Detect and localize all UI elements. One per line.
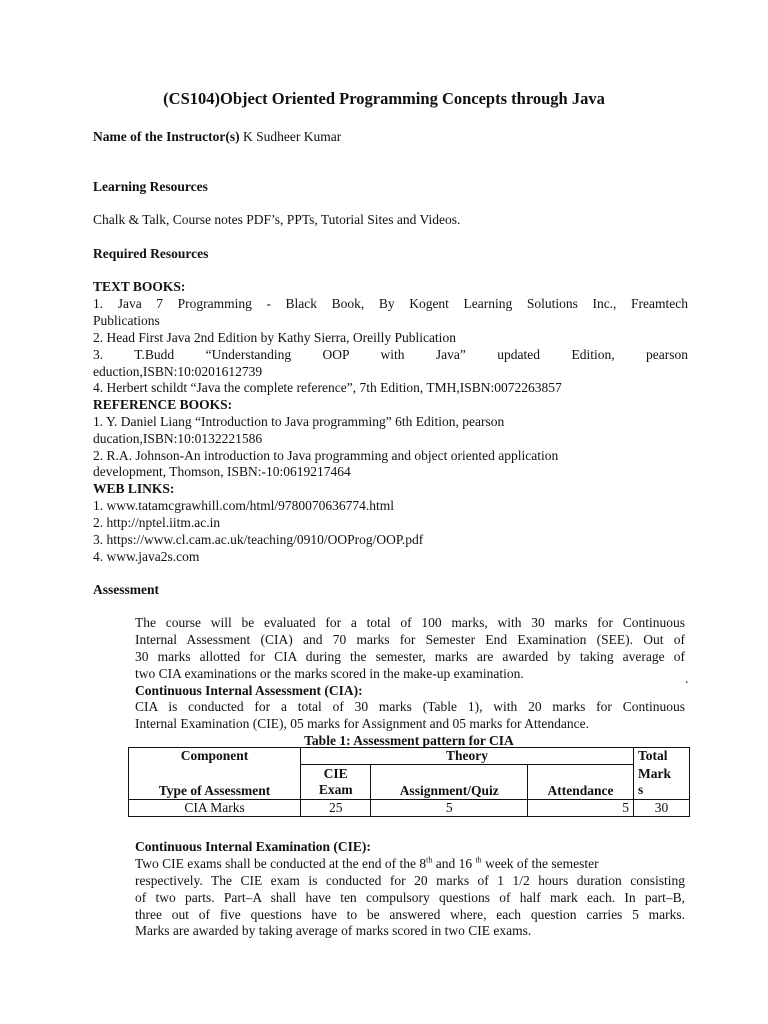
row-attendance-cell: 5 bbox=[528, 799, 634, 816]
assessment-para-line-3: 30 marks allotted for CIA during the semester, marks are awarded by taking average of bbox=[135, 649, 685, 664]
cie-line-1c: week of the semester bbox=[481, 856, 599, 871]
learning-resources-heading: Learning Resources bbox=[93, 179, 208, 194]
row-label-cell: CIA Marks bbox=[129, 799, 301, 816]
web-link-3[interactable]: 3. https://www.cl.cam.ac.uk/teaching/0910/OOProg/OOP.pdf bbox=[93, 532, 424, 547]
cie-heading: Continuous Internal Examination (CIE): bbox=[135, 839, 371, 854]
page-title: (CS104)Object Oriented Programming Concepts through Java bbox=[163, 89, 605, 108]
component-header: Component bbox=[129, 748, 301, 765]
cie-sup-1: th bbox=[426, 855, 433, 865]
assessment-table bbox=[128, 747, 690, 817]
cia-line-1: CIA is conducted for a total of 30 marks (Table 1), with 20 marks for Continuous bbox=[135, 699, 685, 714]
text-books-heading: TEXT BOOKS: bbox=[93, 279, 186, 294]
cie-header-line-2: Exam bbox=[318, 781, 353, 797]
type-of-assessment-header: Type of Assessment bbox=[129, 765, 301, 800]
cie-line-3: of two parts. Part–A shall have ten compulsory questions of half mark each. In part–B, bbox=[135, 890, 685, 905]
cie-sup-2: th bbox=[475, 855, 482, 865]
total-header-1: Total bbox=[633, 748, 689, 765]
cia-line-2: Internal Examination (CIE), 05 marks for Assignment and 05 marks for Attendance. bbox=[135, 716, 590, 731]
reference-books-heading: REFERENCE BOOKS: bbox=[93, 397, 233, 412]
learning-resources-text: Chalk & Talk, Course notes PDF’s, PPTs, Tutorial Sites and Videos. bbox=[93, 212, 461, 227]
stray-dot: . bbox=[685, 671, 689, 686]
instructor-name: K Sudheer Kumar bbox=[242, 129, 342, 144]
text-book-2: 2. Head First Java 2nd Edition by Kathy Sierra, Oreilly Publication bbox=[93, 330, 456, 345]
cie-line-2: respectively. The CIE exam is conducted for 20 marks of 1 1/2 hours duration consisting bbox=[135, 873, 685, 888]
row-total-cell: 30 bbox=[633, 799, 689, 816]
assessment-heading: Assessment bbox=[93, 582, 159, 597]
table-caption: Table 1: Assessment pattern for CIA bbox=[304, 733, 514, 748]
text-book-1-line-1: 1. Java 7 Programming - Black Book, By Kogent Learning Solutions Inc., Freamtech bbox=[93, 296, 688, 311]
reference-book-2-line-1: 2. R.A. Johnson-An introduction to Java programming and object oriented application bbox=[93, 448, 559, 463]
text-book-1-line-2: Publications bbox=[93, 313, 160, 328]
cia-heading: Continuous Internal Assessment (CIA): bbox=[135, 683, 363, 698]
web-link-4[interactable]: 4. www.java2s.com bbox=[93, 549, 200, 564]
theory-header: Theory bbox=[301, 748, 634, 765]
reference-book-2-line-2: development, Thomson, ISBN:-10:0619217464 bbox=[93, 464, 351, 479]
text-book-4: 4. Herbert schildt “Java the complete reference”, 7th Edition, TMH,ISBN:0072263857 bbox=[93, 380, 562, 395]
assessment-para-line-2: Internal Assessment (CIA) and 70 marks for Semester End Examination (SEE). Out of bbox=[135, 632, 685, 647]
web-link-1[interactable]: 1. www.tatamcgrawhill.com/html/9780070636774.html bbox=[93, 498, 394, 513]
cie-exam-header bbox=[301, 765, 371, 800]
cie-line-1a: Two CIE exams shall be conducted at the end of the 8 bbox=[135, 856, 427, 871]
row-cie-cell: 25 bbox=[301, 799, 371, 816]
cie-line-5: Marks are awarded by taking average of marks scored in two CIE exams. bbox=[135, 923, 532, 938]
reference-book-1-line-2: ducation,ISBN:10:0132221586 bbox=[93, 431, 263, 446]
reference-book-1-line-1: 1. Y. Daniel Liang “Introduction to Java programming” 6th Edition, pearson bbox=[93, 414, 505, 429]
cie-header-line-1: CIE bbox=[323, 765, 348, 781]
instructor-line bbox=[93, 128, 688, 145]
row-assignment-cell: 5 bbox=[371, 799, 528, 816]
text-book-3-line-2: eduction,ISBN:10:0201612739 bbox=[93, 364, 263, 379]
attendance-header: Attendance bbox=[528, 765, 634, 800]
total-header-2: Mark bbox=[637, 765, 671, 781]
cie-line-1 bbox=[135, 855, 685, 872]
web-link-2[interactable]: 2. http://nptel.iitm.ac.in bbox=[93, 515, 221, 530]
total-header-3: s bbox=[637, 781, 644, 797]
assessment-para-line-1: The course will be evaluated for a total of 100 marks, with 30 marks for Continuous bbox=[135, 615, 685, 630]
required-resources-heading: Required Resources bbox=[93, 246, 209, 261]
instructor-label: Name of the Instructor(s) bbox=[93, 129, 240, 144]
assessment-para-line-4: two CIA examinations or the marks scored in the make-up examination. bbox=[135, 666, 524, 681]
assignment-quiz-header: Assignment/Quiz bbox=[371, 765, 528, 800]
web-links-heading: WEB LINKS: bbox=[93, 481, 175, 496]
cie-line-1b: and 16 bbox=[432, 856, 476, 871]
text-book-3-line-1: 3. T.Budd “Understanding OOP with Java” updated Edition, pearson bbox=[93, 347, 688, 362]
total-header-rest bbox=[633, 765, 689, 800]
cie-line-4: three out of five questions have to be answered where, each question carries 5 marks. bbox=[135, 907, 685, 922]
table-row bbox=[129, 799, 690, 816]
